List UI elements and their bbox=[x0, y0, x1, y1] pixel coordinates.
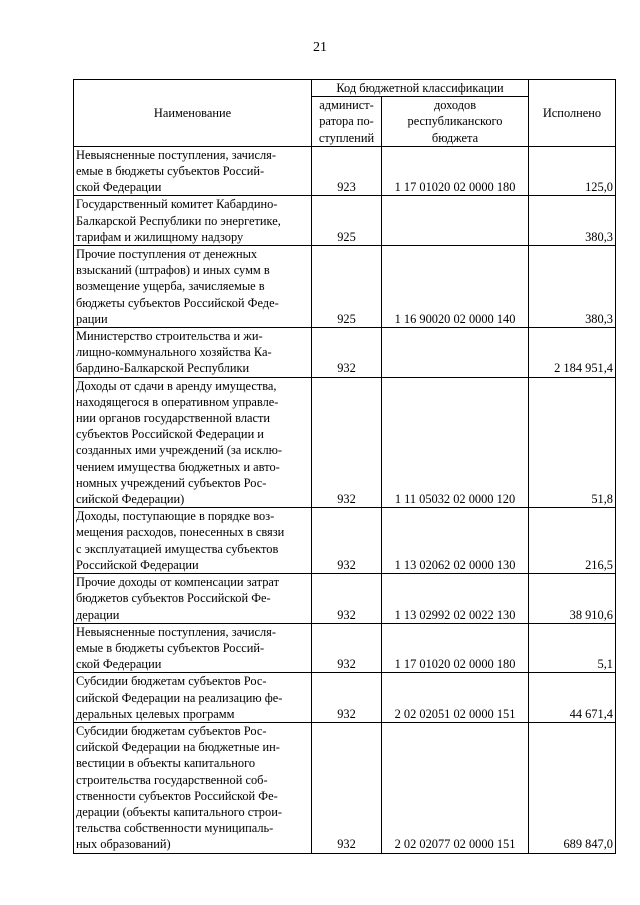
row-name-line: бюджеты субъектов Российской Феде- bbox=[76, 295, 279, 310]
row-name bbox=[74, 328, 312, 378]
table-row bbox=[74, 377, 616, 508]
row-name-line: вестиции в объекты капитального bbox=[76, 756, 256, 771]
row-admin-code: 932 bbox=[312, 673, 382, 723]
row-executed-value: 125,0 bbox=[529, 146, 616, 196]
header-line: республиканского bbox=[407, 114, 503, 129]
row-name-line: Прочие доходы от компенсации затрат bbox=[76, 575, 280, 590]
table-row bbox=[74, 508, 616, 574]
row-name-line: нии органов государственной власти bbox=[76, 411, 271, 426]
row-admin-code: 932 bbox=[312, 722, 382, 853]
row-name-line: мещения расходов, понесенных в связи bbox=[76, 525, 285, 540]
row-name-line: деральных целевых программ bbox=[76, 706, 235, 721]
table-row bbox=[74, 196, 616, 246]
row-admin-code: 932 bbox=[312, 328, 382, 378]
table-row bbox=[74, 574, 616, 624]
header-line: админист- bbox=[319, 98, 374, 113]
table-row bbox=[74, 673, 616, 723]
budget-income-table bbox=[73, 79, 616, 854]
row-name-line: ных образований) bbox=[76, 837, 171, 852]
row-admin-code: 925 bbox=[312, 196, 382, 246]
admin-column-header bbox=[312, 97, 382, 147]
row-budget-code bbox=[382, 328, 529, 378]
row-name-line: Невыясненные поступления, зачисля- bbox=[76, 147, 276, 162]
row-name bbox=[74, 146, 312, 196]
row-name-line: находящегося в оперативном управле- bbox=[76, 394, 279, 409]
header-line: ступлений bbox=[318, 130, 375, 145]
table-row bbox=[74, 623, 616, 673]
income-column-header bbox=[382, 97, 529, 147]
row-executed-value: 380,3 bbox=[529, 196, 616, 246]
row-budget-code: 1 13 02062 02 0000 130 bbox=[382, 508, 529, 574]
row-name-line: Российской Федерации bbox=[76, 557, 199, 572]
row-executed-value: 2 184 951,4 bbox=[529, 328, 616, 378]
row-budget-code bbox=[382, 196, 529, 246]
row-name-line: субъектов Российской Федерации и bbox=[76, 427, 264, 442]
row-name-line: емые в бюджеты субъектов Россий- bbox=[76, 164, 265, 179]
row-admin-code: 932 bbox=[312, 377, 382, 508]
row-budget-code: 1 11 05032 02 0000 120 bbox=[382, 377, 529, 508]
row-name-line: чением имущества бюджетных и авто- bbox=[76, 459, 280, 474]
row-name-line: Министерство строительства и жи- bbox=[76, 329, 263, 344]
row-name-line: Прочие поступления от денежных bbox=[76, 247, 258, 262]
page-number: 21 bbox=[313, 40, 327, 55]
row-name-line: Невыясненные поступления, зачисля- bbox=[76, 624, 276, 639]
row-name-line: лищно-коммунального хозяйства Ка- bbox=[76, 345, 272, 360]
row-name-line: сийской Федерации на реализацию фе- bbox=[76, 690, 283, 705]
row-name-line: Субсидии бюджетам субъектов Рос- bbox=[76, 674, 267, 689]
row-name-line: рации bbox=[76, 311, 108, 326]
row-name-line: тельства собственности муниципаль- bbox=[76, 821, 274, 836]
row-name-line: Балкарской Республики по энергетике, bbox=[76, 213, 281, 228]
row-name bbox=[74, 673, 312, 723]
row-executed-value: 44 671,4 bbox=[529, 673, 616, 723]
row-name-line: строительства государственной соб- bbox=[76, 772, 268, 787]
name-column-header: Наименование bbox=[74, 80, 312, 147]
row-name-line: Государственный комитет Кабардино- bbox=[76, 197, 278, 212]
row-name-line: номных учреждений субъектов Рос- bbox=[76, 475, 267, 490]
budget-code-group-header: Код бюджетной классификации bbox=[312, 80, 529, 97]
row-executed-value: 380,3 bbox=[529, 246, 616, 328]
row-name-line: дерации bbox=[76, 607, 120, 622]
row-name bbox=[74, 623, 312, 673]
row-name-line: с эксплуатацией имущества субъектов bbox=[76, 541, 279, 556]
row-admin-code: 923 bbox=[312, 146, 382, 196]
table-row bbox=[74, 722, 616, 853]
table-header bbox=[74, 80, 616, 147]
row-budget-code: 1 13 02992 02 0022 130 bbox=[382, 574, 529, 624]
header-line: ратора по- bbox=[319, 114, 374, 129]
row-name-line: взысканий (штрафов) и иных сумм в bbox=[76, 263, 270, 278]
row-admin-code: 925 bbox=[312, 246, 382, 328]
row-executed-value: 689 847,0 bbox=[529, 722, 616, 853]
row-name-line: ской Федерации bbox=[76, 657, 162, 672]
row-name bbox=[74, 574, 312, 624]
table-body bbox=[74, 146, 616, 853]
row-executed-value: 38 910,6 bbox=[529, 574, 616, 624]
row-name bbox=[74, 246, 312, 328]
row-budget-code: 2 02 02051 02 0000 151 bbox=[382, 673, 529, 723]
row-executed-value: 5,1 bbox=[529, 623, 616, 673]
row-admin-code: 932 bbox=[312, 574, 382, 624]
row-name-line: тарифам и жилищному надзору bbox=[76, 229, 244, 244]
row-name bbox=[74, 377, 312, 508]
row-name-line: емые в бюджеты субъектов Россий- bbox=[76, 640, 265, 655]
row-budget-code: 1 17 01020 02 0000 180 bbox=[382, 146, 529, 196]
row-budget-code: 1 16 90020 02 0000 140 bbox=[382, 246, 529, 328]
row-name-line: сийской Федерации) bbox=[76, 492, 185, 507]
table-row bbox=[74, 328, 616, 378]
row-name bbox=[74, 508, 312, 574]
header-line: бюджета bbox=[431, 130, 479, 145]
table-row bbox=[74, 246, 616, 328]
row-name-line: сийской Федерации на бюджетные ин- bbox=[76, 740, 280, 755]
row-name-line: дерации (объекты капитального строи- bbox=[76, 804, 282, 819]
row-name-line: созданных ими учреждений (за исклю- bbox=[76, 443, 283, 458]
row-admin-code: 932 bbox=[312, 508, 382, 574]
table-row bbox=[74, 146, 616, 196]
row-name-line: Доходы от сдачи в аренду имущества, bbox=[76, 378, 277, 393]
row-admin-code: 932 bbox=[312, 623, 382, 673]
row-name-line: Доходы, поступающие в порядке воз- bbox=[76, 509, 275, 524]
row-budget-code: 1 17 01020 02 0000 180 bbox=[382, 623, 529, 673]
row-executed-value: 216,5 bbox=[529, 508, 616, 574]
row-name-line: ственности субъектов Российской Фе- bbox=[76, 788, 278, 803]
row-budget-code: 2 02 02077 02 0000 151 bbox=[382, 722, 529, 853]
header-line: доходов bbox=[433, 98, 477, 113]
row-name-line: возмещение ущерба, зачисляемые в bbox=[76, 279, 265, 294]
row-executed-value: 51,8 bbox=[529, 377, 616, 508]
row-name bbox=[74, 722, 312, 853]
row-name-line: бюджетов субъектов Российской Фе- bbox=[76, 591, 271, 606]
executed-column-header: Исполнено bbox=[529, 80, 616, 147]
row-name-line: ской Федерации bbox=[76, 180, 162, 195]
row-name bbox=[74, 196, 312, 246]
row-name-line: Субсидии бюджетам субъектов Рос- bbox=[76, 723, 267, 738]
row-name-line: бардино-Балкарской Республики bbox=[76, 361, 250, 376]
